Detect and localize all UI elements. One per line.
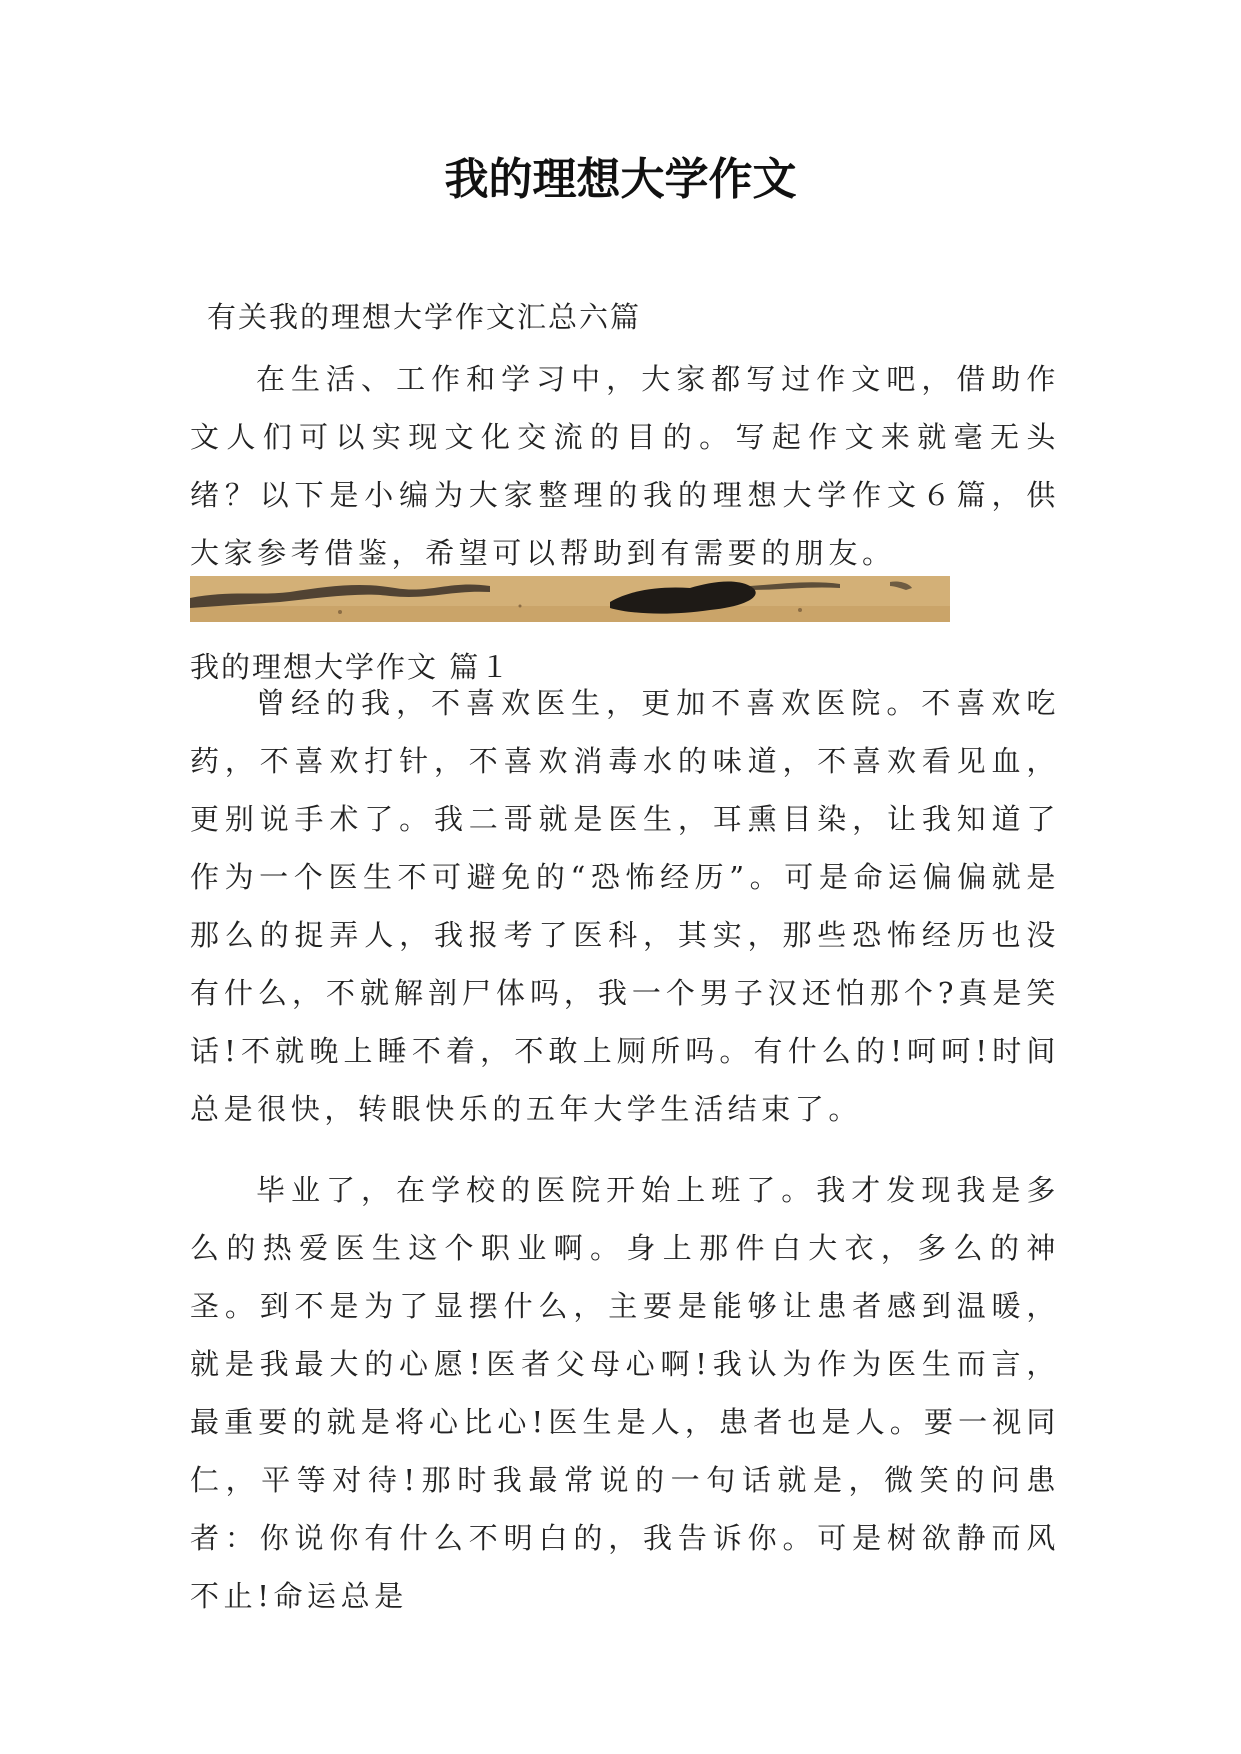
banner-image [190, 576, 950, 622]
section-heading-1: 我的理想大学作文 篇１ [190, 650, 512, 684]
section-1-paragraph-2: 毕业了，在学校的医院开始上班了。我才发现我是多么的热爱医生这个职业啊。身上那件白大衣，多么的神圣。到不是为了显摆什么，主要是能够让患者感到温暖，就是我最大的心愿!医者父母心啊!我认为作为医生而言，最重要的就是将心比心!医生是人，患者也是人。要一视同仁，平等对待!那时我最常说的一句话就是，微笑的问患者：你说你有什么不明白的，我告诉你。可是树欲静而风不止!命运总是 [190, 1173, 1060, 1613]
document-subtitle: 有关我的理想大学作文汇总六篇 [207, 300, 642, 334]
section-1-paragraph-1: 曾经的我，不喜欢医生，更加不喜欢医院。不喜欢吃药，不喜欢打针，不喜欢消毒水的味道，不喜欢看见血，更别说手术了。我二哥就是医生，耳熏目染，让我知道了作为一个医生不可避免的“恐怖经历”。可是命运偏偏就是那么的捉弄人，我报考了医科，其实，那些恐怖经历也没有什么，不就解剖尸体吗，我一个男子汉还怕那个?真是笑话!不就晚上睡不着，不敢上厕所吗。有什么的!呵呵!时间总是很快，转眼快乐的五年大学生活结束了。 [190, 686, 1060, 1126]
page-title: 我的理想大学作文 [444, 154, 797, 205]
desert-landscape-image [190, 576, 950, 622]
intro-paragraph: 在生活、工作和学习中，大家都写过作文吧，借助作文人们可以实现文化交流的目的。写起作文来就毫无头绪？以下是小编为大家整理的我的理想大学作文６篇，供大家参考借鉴，希望可以帮助到有需要的朋友。 [190, 362, 1060, 570]
